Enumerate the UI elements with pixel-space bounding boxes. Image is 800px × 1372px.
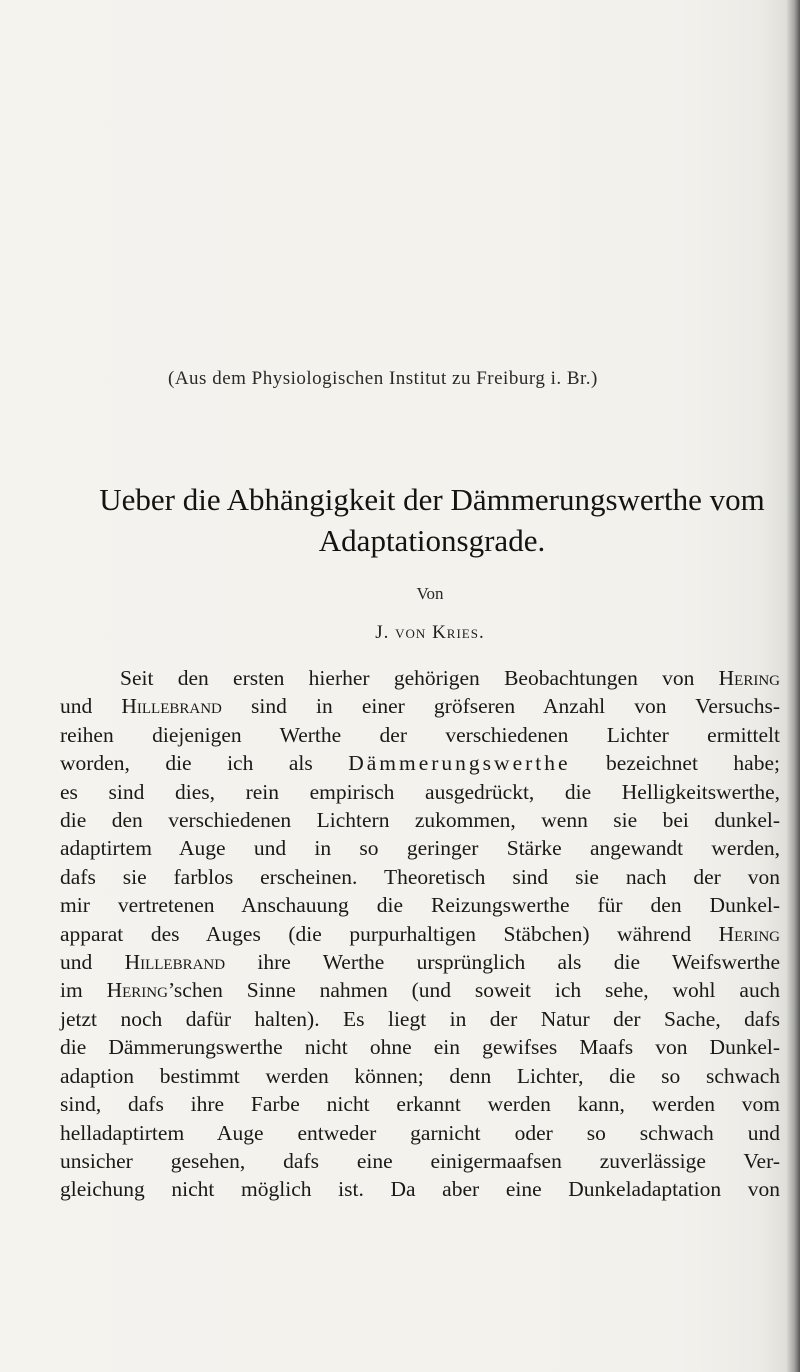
text-line: reihen diejenigen Werthe der verschiedenen Lichter ermittelt <box>60 722 780 747</box>
text-line: und Hillebrand sind in einer gröfseren Anzahl von Versuchs- <box>60 694 780 719</box>
text-line: helladaptirtem Auge entweder garnicht oder so schwach und <box>60 1120 780 1145</box>
text-line: adaptirtem Auge und in so geringer Stärke angewandt werden, <box>60 836 780 861</box>
text-line: sind, dafs ihre Farbe nicht erkannt werden kann, werden vom <box>60 1092 780 1117</box>
name-hillebrand: Hillebrand <box>121 694 222 719</box>
text-line: apparat des Auges (die purpurhaltigen Stäbchen) während Hering <box>60 921 780 946</box>
author-von: von <box>395 622 427 643</box>
page-edge-shadow <box>786 0 800 1372</box>
name-hering: Hering <box>718 666 780 690</box>
text-line: Seit den ersten hierher gehörigen Beobachtungen von Hering <box>120 666 780 690</box>
article-title <box>82 479 782 561</box>
title-line-1: Ueber die Abhängigkeit der Dämmerungswerthe vom <box>99 482 765 517</box>
text-line: worden, die ich als Dämmerungswerthe bezeichnet habe; <box>60 751 780 776</box>
text-line: gleichung nicht möglich ist. Da aber eine Dunkeladaptation von <box>60 1177 780 1202</box>
term-daemmerungswerthe: Dämmerungswerthe <box>348 751 571 776</box>
text-line: es sind dies, rein empirisch ausgedrückt, die Helligkeitswerthe, <box>60 779 780 804</box>
text-line: und Hillebrand ihre Werthe ursprünglich als die Weifswerthe <box>60 950 781 975</box>
author-surname: Kries. <box>432 622 485 643</box>
name-hillebrand: Hillebrand <box>124 950 226 975</box>
author-name <box>0 622 800 644</box>
title-line-2: Adaptationsgrade. <box>318 523 546 558</box>
body-paragraph <box>60 664 780 1204</box>
institute-header: (Aus dem Physiologischen Institut zu Freiburg i. Br.) <box>168 368 598 389</box>
byline-von: Von <box>416 584 444 603</box>
name-hering: Hering <box>718 921 780 946</box>
text-line: dafs sie farblos erscheinen. Theoretisch sind sie nach der von <box>60 864 780 889</box>
author-initial: J. <box>375 622 390 643</box>
text-line: die Dämmerungswerthe nicht ohne ein gewifses Maafs von Dunkel- <box>60 1035 780 1060</box>
text-line: die den verschiedenen Lichtern zukommen, wenn sie bei dunkel- <box>60 808 780 833</box>
name-hering: Hering <box>106 978 168 1003</box>
text-line: mir vertretenen Anschauung die Reizungswerthe für den Dunkel- <box>60 893 780 918</box>
text-line: im Hering’schen Sinne nahmen (und soweit ich sehe, wohl auch <box>60 978 780 1003</box>
text-line: unsicher gesehen, dafs eine einigermaafsen zuverlässige Ver- <box>60 1148 780 1173</box>
text-line: jetzt noch dafür halten). Es liegt in der Natur der Sache, dafs <box>60 1006 780 1031</box>
text-line: adaption bestimmt werden können; denn Lichter, die so schwach <box>60 1063 780 1088</box>
